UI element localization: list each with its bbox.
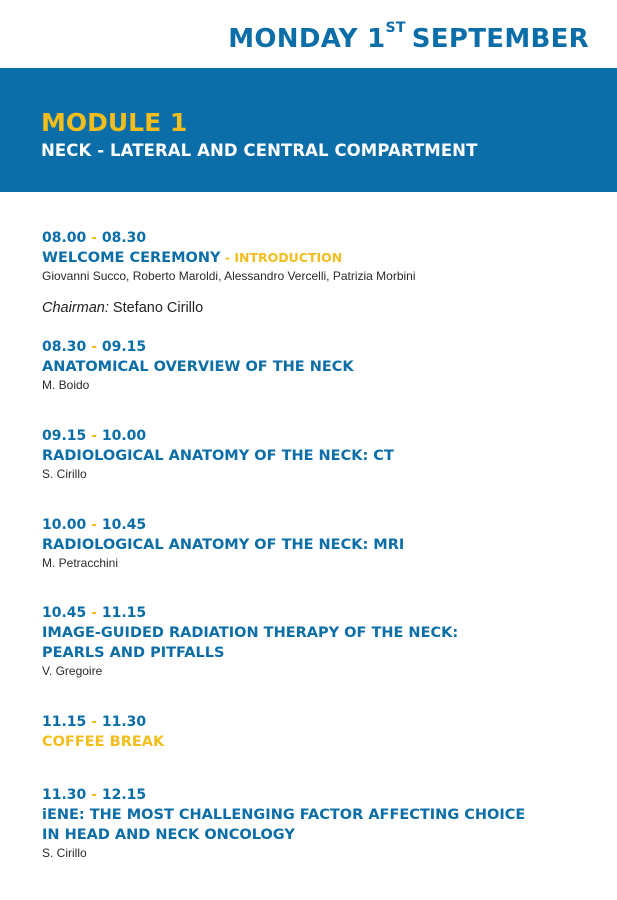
session-item — [42, 229, 602, 285]
module-label: MODULE 1 — [41, 108, 188, 137]
session-time — [42, 229, 602, 248]
session-item — [42, 427, 602, 483]
module-banner — [0, 68, 617, 192]
time-dash: - — [91, 517, 97, 533]
session-speaker: S. Cirillo — [42, 846, 87, 860]
session-title-suffix: - INTRODUCTION — [220, 250, 343, 265]
time-dash: - — [91, 605, 97, 621]
coffee-break-title: COFFEE BREAK — [42, 734, 165, 750]
session-end: 11.15 — [101, 605, 147, 621]
chairman-label: Chairman: — [42, 300, 109, 316]
session-end: 08.30 — [101, 230, 147, 246]
session-title-text: WELCOME CEREMONY — [42, 250, 221, 266]
session-end: 10.45 — [101, 517, 147, 533]
session-end: 11.30 — [101, 714, 147, 730]
session-speaker: M. Petracchini — [42, 556, 119, 570]
session-start: 10.00 — [42, 517, 87, 533]
time-dash: - — [91, 714, 97, 730]
session-title-line-2: PEARLS AND PITFALLS — [42, 645, 225, 661]
time-dash: - — [91, 339, 97, 355]
session-speaker: Giovanni Succo, Roberto Maroldi, Alessandro Vercelli, Patrizia Morbini — [42, 269, 416, 283]
session-end: 12.15 — [101, 787, 147, 803]
session-title-line-1: iENE: THE MOST CHALLENGING FACTOR AFFECTING CHOICE — [42, 807, 526, 823]
session-start: 09.15 — [42, 428, 87, 444]
session-title: ANATOMICAL OVERVIEW OF THE NECK — [42, 359, 354, 375]
session-title: RADIOLOGICAL ANATOMY OF THE NECK: CT — [42, 448, 394, 464]
session-speaker: V. Gregoire — [42, 664, 103, 678]
session-title-line-2: IN HEAD AND NECK ONCOLOGY — [42, 827, 295, 843]
session-end: 09.15 — [101, 339, 147, 355]
session-item — [42, 516, 602, 572]
session-end: 10.00 — [101, 428, 147, 444]
session-start: 08.30 — [42, 339, 87, 355]
ordinal-suffix: ST — [385, 20, 406, 36]
session-item — [42, 786, 602, 862]
time-dash: - — [91, 787, 97, 803]
session-time — [42, 713, 602, 732]
session-item — [42, 338, 602, 394]
chairman-line — [42, 300, 203, 316]
session-time — [42, 427, 602, 446]
session-title-line-1: IMAGE-GUIDED RADIATION THERAPY OF THE NECK: — [42, 625, 459, 641]
month-name: SEPTEMBER — [411, 24, 589, 54]
session-time — [42, 338, 602, 357]
session-start: 11.30 — [42, 787, 87, 803]
session-speaker: S. Cirillo — [42, 467, 87, 481]
module-subtitle: NECK - LATERAL AND CENTRAL COMPARTMENT — [41, 141, 478, 160]
day-heading — [228, 20, 589, 54]
session-item — [42, 713, 602, 752]
session-speaker: M. Boido — [42, 378, 90, 392]
time-dash: - — [91, 230, 97, 246]
session-time — [42, 604, 602, 623]
time-dash: - — [91, 428, 97, 444]
session-time — [42, 786, 602, 805]
session-title: RADIOLOGICAL ANATOMY OF THE NECK: MRI — [42, 537, 405, 553]
session-start: 08.00 — [42, 230, 87, 246]
chairman-name: Stefano Cirillo — [112, 300, 204, 316]
session-item — [42, 604, 602, 680]
day-name: MONDAY 1 — [228, 24, 386, 54]
session-title — [42, 248, 602, 268]
session-start: 10.45 — [42, 605, 87, 621]
session-start: 11.15 — [42, 714, 87, 730]
session-time — [42, 516, 602, 535]
